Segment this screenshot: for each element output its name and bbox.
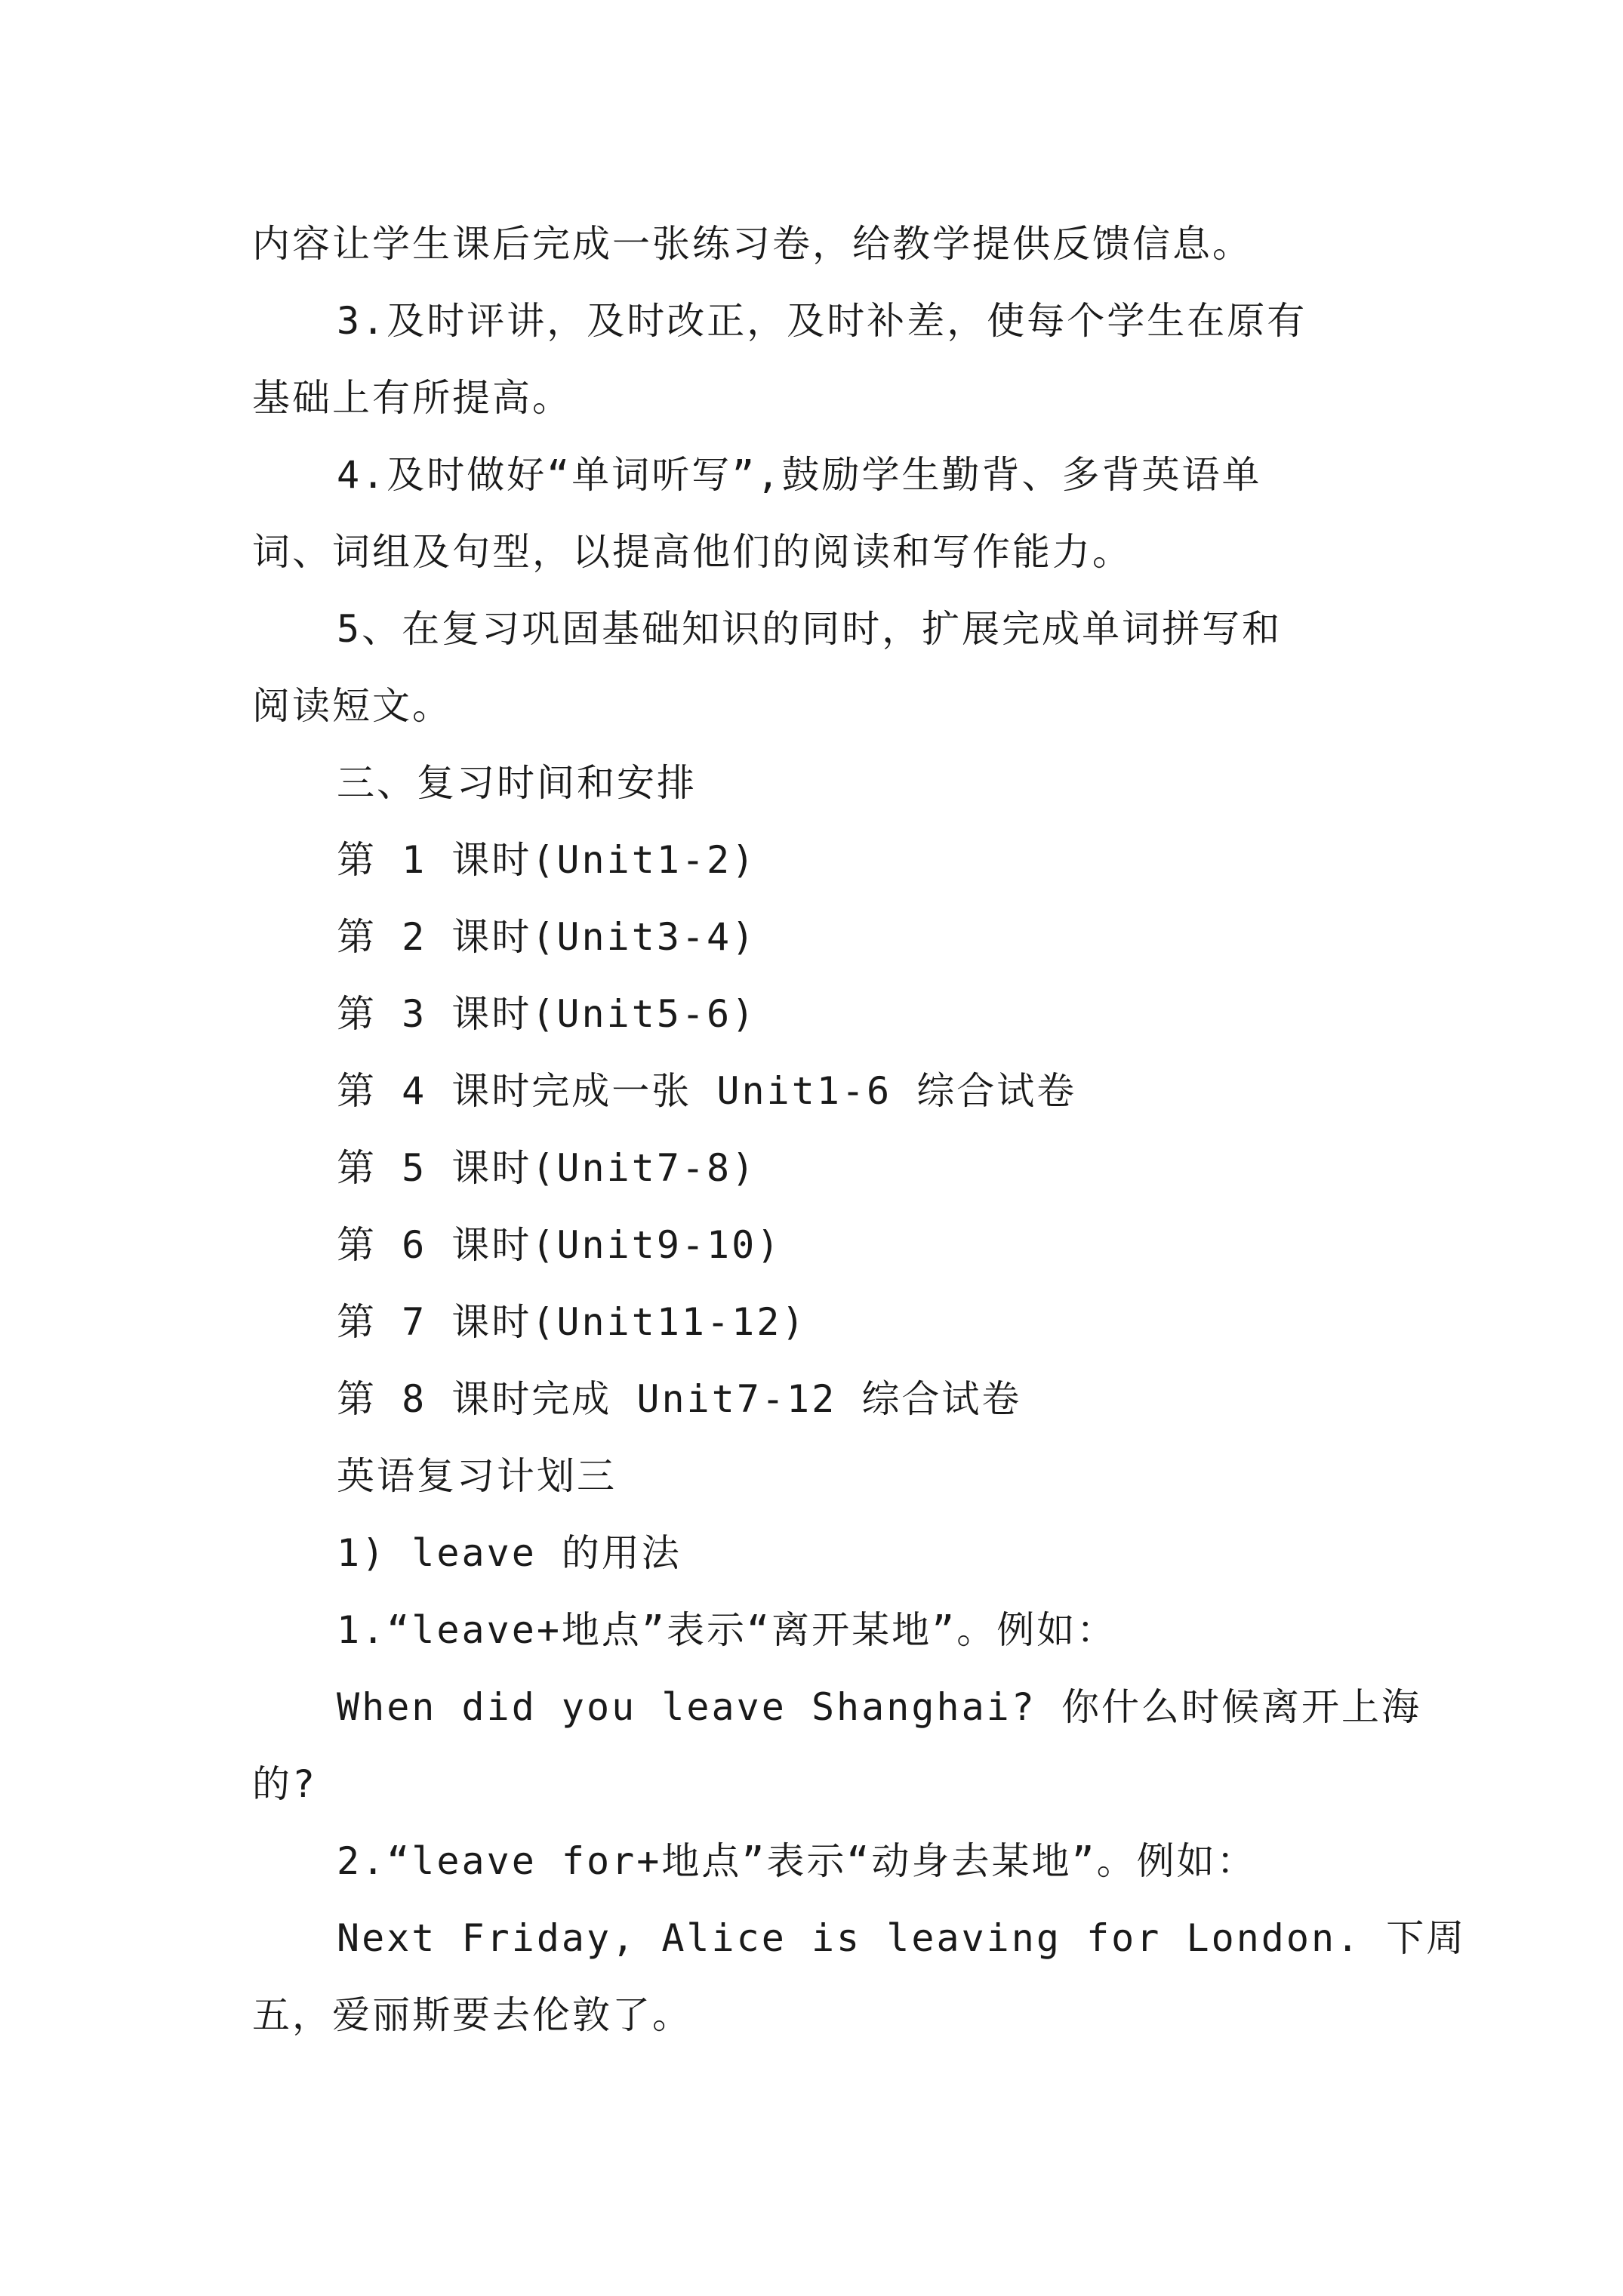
- text-line: 基础上有所提高。: [252, 376, 572, 420]
- text-line: 第 7 课时(Unit11-12): [337, 1300, 807, 1344]
- text-line: 五，爱丽斯要去伦敦了。: [252, 1993, 692, 2037]
- text-line: 第 8 课时完成 Unit7-12 综合试卷: [337, 1377, 1022, 1421]
- text-line: 1) leave 的用法: [337, 1531, 682, 1575]
- text-line: 英语复习计划三: [337, 1454, 617, 1498]
- text-line: Next Friday, Alice is leaving for London. 下周: [337, 1916, 1467, 1960]
- text-line: 第 6 课时(Unit9-10): [337, 1223, 782, 1267]
- text-line: 的?: [252, 1762, 318, 1806]
- text-line: 5、在复习巩固基础知识的同时，扩展完成单词拼写和: [337, 607, 1283, 651]
- text-line: 4.及时做好“单词听写”,鼓励学生勤背、多背英语单: [337, 453, 1262, 497]
- text-line: 第 5 课时(Unit7-8): [337, 1146, 757, 1190]
- text-line: 第 4 课时完成一张 Unit1-6 综合试卷: [337, 1069, 1077, 1113]
- document-body: [252, 205, 1467, 2054]
- text-line: 词、词组及句型，以提高他们的阅读和写作能力。: [252, 530, 1132, 574]
- text-line: 三、复习时间和安排: [337, 761, 697, 805]
- text-line: 第 2 课时(Unit3-4): [337, 915, 757, 959]
- text-line: 第 1 课时(Unit1-2): [337, 838, 757, 882]
- text-line: When did you leave Shanghai? 你什么时候离开上海: [337, 1685, 1421, 1729]
- text-line: 2.“leave for+地点”表示“动身去某地”。例如：: [337, 1839, 1257, 1883]
- text-line: 1.“leave+地点”表示“离开某地”。例如：: [337, 1608, 1117, 1652]
- text-line: 内容让学生课后完成一张练习卷，给教学提供反馈信息。: [252, 222, 1252, 266]
- text-line: 阅读短文。: [252, 684, 452, 728]
- text-line: 第 3 课时(Unit5-6): [337, 992, 757, 1036]
- text-line: 3.及时评讲，及时改正，及时补差，使每个学生在原有: [337, 299, 1307, 343]
